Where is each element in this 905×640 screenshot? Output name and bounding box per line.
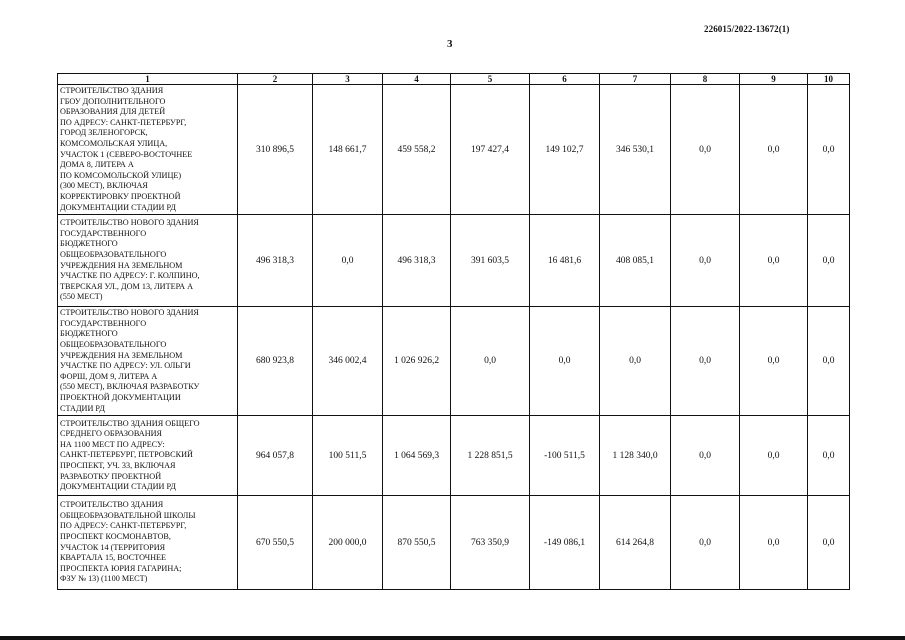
- table-cell: 0,0: [740, 496, 808, 590]
- table-cell: 670 550,5: [238, 496, 313, 590]
- column-header: 8: [671, 74, 740, 85]
- table-row: [58, 307, 850, 416]
- table-cell: 0,0: [740, 416, 808, 496]
- column-header: 1: [58, 74, 238, 85]
- table-cell: 0,0: [808, 215, 850, 307]
- table-cell: -100 511,5: [530, 416, 600, 496]
- table-cell: 1 228 851,5: [451, 416, 530, 496]
- table-cell: 0,0: [808, 307, 850, 416]
- project-description: СТРОИТЕЛЬСТВО ЗДАНИЯ ГБОУ ДОПОЛНИТЕЛЬНОГО ОБРАЗОВАНИЯ ДЛЯ ДЕТЕЙ ПО АДРЕСУ: САНКТ-ПЕТЕРБУРГ, ГОРОД ЗЕЛЕНОГОРСК, КОМСОМОЛЬСКАЯ УЛИЦА, УЧАСТОК 1 (СЕВЕРО-ВОСТОЧНЕЕ ДОМА 8, ЛИТЕРА А ПО КОМСОМОЛЬСКОЙ УЛИЦЕ) (300 МЕСТ), ВКЛЮЧАЯ КОРРЕКТИРОВКУ ПРОЕКТНОЙ ДОКУМЕНТАЦИИ СТАДИИ РД: [58, 85, 238, 215]
- table-cell: 1 064 569,3: [383, 416, 451, 496]
- table-row: [58, 496, 850, 590]
- project-description: СТРОИТЕЛЬСТВО ЗДАНИЯ ОБЩЕОБРАЗОВАТЕЛЬНОЙ ШКОЛЫ ПО АДРЕСУ: САНКТ-ПЕТЕРБУРГ, ПРОСПЕКТ КОСМОНАВТОВ, УЧАСТОК 14 (ТЕРРИТОРИЯ КВАРТАЛА 15, ВОСТОЧНЕЕ ПРОСПЕКТА ЮРИЯ ГАГАРИНА; ФЗУ № 13) (1100 МЕСТ): [58, 496, 238, 590]
- document-id: 226015/2022-13672(1): [704, 24, 790, 34]
- column-header: 3: [313, 74, 383, 85]
- table-row: [58, 416, 850, 496]
- table-cell: 0,0: [740, 85, 808, 215]
- table-cell: 0,0: [671, 416, 740, 496]
- project-description: СТРОИТЕЛЬСТВО НОВОГО ЗДАНИЯ ГОСУДАРСТВЕННОГО БЮДЖЕТНОГО ОБЩЕОБРАЗОВАТЕЛЬНОГО УЧРЕЖДЕНИЯ НА ЗЕМЕЛЬНОМ УЧАСТКЕ ПО АДРЕСУ: УЛ. ОЛЬГИ ФОРШ, ДОМ 9, ЛИТЕРА А (550 МЕСТ), ВКЛЮЧАЯ РАЗРАБОТКУ ПРОЕКТНОЙ ДОКУМЕНТАЦИИ СТАДИИ РД: [58, 307, 238, 416]
- table-cell: 0,0: [808, 416, 850, 496]
- table-cell: 0,0: [740, 215, 808, 307]
- table-cell: 391 603,5: [451, 215, 530, 307]
- table-cell: 0,0: [600, 307, 671, 416]
- column-header: 7: [600, 74, 671, 85]
- table-cell: 148 661,7: [313, 85, 383, 215]
- table-cell: -149 086,1: [530, 496, 600, 590]
- table-cell: 1 026 926,2: [383, 307, 451, 416]
- table-cell: 346 002,4: [313, 307, 383, 416]
- project-description: СТРОИТЕЛЬСТВО ЗДАНИЯ ОБЩЕГО СРЕДНЕГО ОБРАЗОВАНИЯ НА 1100 МЕСТ ПО АДРЕСУ: САНКТ-ПЕТЕРБУРГ, ПЕТРОВСКИЙ ПРОСПЕКТ, УЧ. 33, ВКЛЮЧАЯ РАЗРАБОТКУ ПРОЕКТНОЙ ДОКУМЕНТАЦИИ СТАДИИ РД: [58, 416, 238, 496]
- header-row: [58, 74, 850, 85]
- table-cell: 1 128 340,0: [600, 416, 671, 496]
- page-number: 3: [447, 38, 453, 50]
- column-header: 9: [740, 74, 808, 85]
- table-cell: 16 481,6: [530, 215, 600, 307]
- table-cell: 614 264,8: [600, 496, 671, 590]
- table-cell: 0,0: [808, 85, 850, 215]
- column-header: 4: [383, 74, 451, 85]
- data-table: [57, 73, 850, 590]
- table-cell: 870 550,5: [383, 496, 451, 590]
- project-description: СТРОИТЕЛЬСТВО НОВОГО ЗДАНИЯ ГОСУДАРСТВЕННОГО БЮДЖЕТНОГО ОБЩЕОБРАЗОВАТЕЛЬНОГО УЧРЕЖДЕНИЯ НА ЗЕМЕЛЬНОМ УЧАСТКЕ ПО АДРЕСУ: Г. КОЛПИНО, ТВЕРСКАЯ УЛ., ДОМ 13, ЛИТЕРА А (550 МЕСТ): [58, 215, 238, 307]
- column-header: 6: [530, 74, 600, 85]
- column-header: 2: [238, 74, 313, 85]
- table-cell: 0,0: [671, 85, 740, 215]
- table-cell: 0,0: [313, 215, 383, 307]
- table-cell: 310 896,5: [238, 85, 313, 215]
- table-cell: 200 000,0: [313, 496, 383, 590]
- table-cell: 149 102,7: [530, 85, 600, 215]
- table-cell: 459 558,2: [383, 85, 451, 215]
- table-cell: 680 923,8: [238, 307, 313, 416]
- table-row: [58, 215, 850, 307]
- table-cell: 0,0: [530, 307, 600, 416]
- table-cell: 0,0: [671, 496, 740, 590]
- table-cell: 0,0: [740, 307, 808, 416]
- table-cell: 496 318,3: [238, 215, 313, 307]
- table-cell: 346 530,1: [600, 85, 671, 215]
- table-cell: 763 350,9: [451, 496, 530, 590]
- table-cell: 0,0: [671, 215, 740, 307]
- column-header: 5: [451, 74, 530, 85]
- scan-edge: [0, 636, 905, 640]
- table-cell: 0,0: [808, 496, 850, 590]
- table-cell: 408 085,1: [600, 215, 671, 307]
- column-header: 10: [808, 74, 850, 85]
- table-cell: 100 511,5: [313, 416, 383, 496]
- table-cell: 0,0: [671, 307, 740, 416]
- table-cell: 964 057,8: [238, 416, 313, 496]
- table-row: [58, 85, 850, 215]
- table-cell: 496 318,3: [383, 215, 451, 307]
- table-cell: 197 427,4: [451, 85, 530, 215]
- table-cell: 0,0: [451, 307, 530, 416]
